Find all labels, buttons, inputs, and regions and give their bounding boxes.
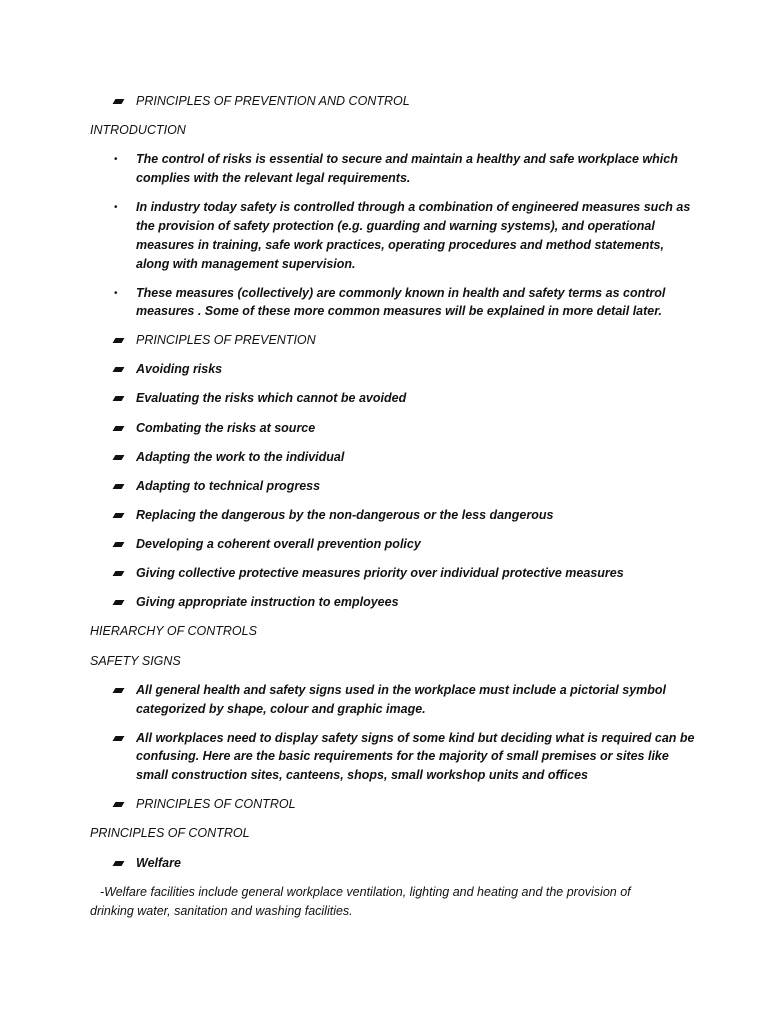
parallelogram-bullet-icon bbox=[114, 477, 123, 496]
parallelogram-bullet-icon bbox=[114, 681, 123, 700]
parallelogram-bullet-icon bbox=[114, 729, 123, 748]
welfare-text-line-2: drinking water, sanitation and washing facilities. bbox=[90, 904, 353, 918]
intro-bullet-2-line-3: measures in training, safe work practices, operating procedures and method statements, bbox=[136, 238, 664, 252]
prevention-item: Evaluating the risks which cannot be avoided bbox=[136, 391, 407, 405]
welfare-bullet: Welfare bbox=[136, 856, 181, 870]
prevention-item: Giving appropriate instruction to employees bbox=[136, 595, 399, 609]
prevention-item: Developing a coherent overall prevention policy bbox=[136, 537, 421, 551]
intro-bullet-2-line-1: In industry today safety is controlled through a combination of engineered measures such as bbox=[136, 200, 691, 214]
section-label-safety-signs: SAFETY SIGNS bbox=[90, 654, 181, 668]
parallelogram-bullet-icon bbox=[114, 535, 123, 554]
signs-bullet-1-line-2: categorized by shape, colour and graphic image. bbox=[136, 702, 426, 716]
document-heading: PRINCIPLES OF PREVENTION AND CONTROL bbox=[136, 94, 410, 108]
parallelogram-bullet-icon bbox=[114, 331, 123, 350]
prevention-item: Replacing the dangerous by the non-dangerous or the less dangerous bbox=[136, 508, 554, 522]
prevention-item: Avoiding risks bbox=[136, 362, 223, 376]
parallelogram-bullet-icon bbox=[114, 795, 123, 814]
intro-bullet-1-line-2: complies with the relevant legal requirements. bbox=[136, 171, 411, 185]
signs-bullet-2-line-3: small construction sites, canteens, shops, small workshop units and offices bbox=[136, 768, 588, 782]
parallelogram-bullet-icon bbox=[114, 389, 123, 408]
prevention-item: Combating the risks at source bbox=[136, 421, 316, 435]
intro-bullet-3-line-1: These measures (collectively) are commonly known in health and safety terms as control bbox=[136, 286, 666, 300]
section-label-hierarchy: HIERARCHY OF CONTROLS bbox=[90, 624, 257, 638]
signs-bullet-1-line-1: All general health and safety signs used in the workplace must include a pictorial symbol bbox=[136, 683, 666, 697]
intro-bullet-1-line-1: The control of risks is essential to secure and maintain a healthy and safe workplace which bbox=[136, 152, 678, 166]
dot-bullet-icon: • bbox=[114, 288, 118, 299]
prevention-heading: PRINCIPLES OF PREVENTION bbox=[136, 333, 316, 347]
intro-bullet-2-line-2: the provision of safety protection (e.g. guarding and warning systems), and operational bbox=[136, 219, 655, 233]
intro-bullet-3-line-2: measures . Some of these more common measures will be explained in more detail later. bbox=[136, 304, 662, 318]
section-label-introduction: INTRODUCTION bbox=[90, 123, 186, 137]
section-label-control: PRINCIPLES OF CONTROL bbox=[90, 826, 250, 840]
parallelogram-bullet-icon bbox=[114, 506, 123, 525]
parallelogram-bullet-icon bbox=[114, 448, 123, 467]
parallelogram-bullet-icon bbox=[114, 593, 123, 612]
intro-bullet-2-line-4: along with management supervision. bbox=[136, 257, 356, 271]
parallelogram-bullet-icon bbox=[114, 419, 123, 438]
prevention-item: Giving collective protective measures priority over individual protective measures bbox=[136, 566, 624, 580]
prevention-item: Adapting to technical progress bbox=[136, 479, 321, 493]
parallelogram-bullet-icon bbox=[114, 564, 123, 583]
dot-bullet-icon: • bbox=[114, 154, 118, 165]
parallelogram-bullet-icon bbox=[114, 360, 123, 379]
parallelogram-bullet-icon bbox=[114, 854, 123, 873]
prevention-item: Adapting the work to the individual bbox=[136, 450, 345, 464]
parallelogram-bullet-icon bbox=[114, 92, 123, 111]
control-bullet: PRINCIPLES OF CONTROL bbox=[136, 797, 296, 811]
signs-bullet-2-line-2: confusing. Here are the basic requirements for the majority of small premises or sites like bbox=[136, 749, 669, 763]
dot-bullet-icon: • bbox=[114, 202, 118, 213]
welfare-text-line-1: -Welfare facilities include general workplace ventilation, lighting and heating and the provision of bbox=[100, 885, 631, 899]
signs-bullet-2-line-1: All workplaces need to display safety signs of some kind but deciding what is required can be bbox=[136, 731, 695, 745]
